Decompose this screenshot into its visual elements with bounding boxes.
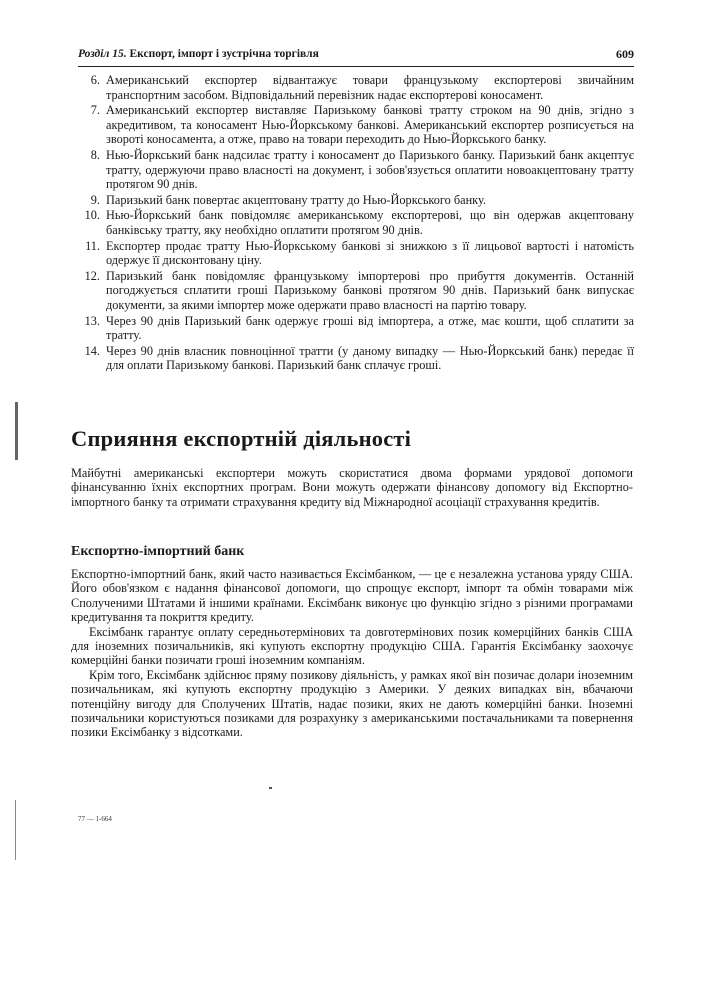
running-header — [78, 44, 634, 67]
list-item — [78, 103, 634, 147]
step-text: Нью-Йоркський банк надсилає тратту і коносамент до Паризького банку. Паризький банк акцептує тратту, одержуючи право власності на документ, і зобов'язується оплатити новоакцептовану тратту протягом 90 днів. — [106, 147, 634, 192]
list-item — [78, 344, 634, 373]
list-item — [78, 239, 634, 268]
numbered-steps-list — [78, 73, 634, 374]
step-number: 11. — [85, 238, 100, 253]
step-text: Американський експортер відвантажує товари французькому експортерові звичайним транспортним засобом. Відповідальний перевізник надає експортерові коносамент. — [106, 73, 634, 102]
step-text: Паризький банк повідомляє французькому імпортерові про прибуття документів. Останній погоджується сплатити гроші Паризькому банкові протягом 90 днів. Паризький банк випускає документи, за якими імпортер може одержати право власності на партію товару. — [106, 268, 634, 312]
step-number: 7. — [90, 103, 100, 118]
list-item — [78, 314, 634, 343]
step-text: Американський експортер виставляє Паризькому банкові тратту строком на 90 днів, згідно з акредитивом, та коносамент Нью-Йоркському банкові. Американський експортер розписується на звороті коносамента, а отже, право на товари переходить до Нью-Йоркського банку. — [106, 103, 634, 147]
step-number: 12. — [84, 268, 100, 283]
body-paragraph: Ексімбанк гарантує оплату середньотермінових та довготермінових позик комерційних банків США для іноземних позичальників, які купують експортну продукцію США. Гарантія Ексімбанку заохочує комерційні банки позичати гроші іноземним компаніям. — [71, 624, 633, 668]
subsection-heading: Експортно-імпортний банк — [71, 544, 245, 559]
chapter-label: Розділ 15. — [78, 48, 127, 60]
step-text: Нью-Йоркський банк повідомляє американському експортерові, що він одержав акцептовану банківську тратту, яку необхідно оплатити протягом 90 днів. — [106, 208, 634, 237]
step-text: Через 90 днів власник повноцінної тратти (у даному випадку — Нью-Йоркський банк) передає її для оплати Паризькому банкові. Паризький банк сплачує гроші. — [106, 343, 634, 373]
step-number: 8. — [90, 147, 100, 162]
body-paragraph: Крім того, Ексімбанк здійснює пряму позикову діяльність, у рамках якої він позичає долари іноземним позичальникам, які купують експортну продукцію з Америки. У деяких випадках він, вбачаючи потенційну вигоду для Сполучених Штатів, надає позики, яких не дають комерційні банки. Іноземні позичальники користуються позиками для розрахунку з американськими постачальниками та повернення позики Ексімбанку з відсотками. — [71, 667, 633, 740]
section-heading: Сприяння експортній діяльності — [71, 426, 412, 451]
print-signature-mark: 77 — 1-664 — [78, 815, 112, 823]
step-text: Експортер продає тратту Нью-Йоркському банкові зі знижкою з її лицьової вартості і натомість одержує її дисконтовану ціну. — [106, 238, 634, 268]
list-item — [78, 193, 634, 208]
step-text: Через 90 днів Паризький банк одержує гроші від імпортера, а отже, має кошти, щоб сплатити за тратту. — [106, 313, 634, 343]
subsection-body — [71, 567, 633, 740]
section-intro-paragraph: Майбутні американські експортери можуть скористатися двома формами урядової допомоги фінансуванню їхніх експортних програм. Вони можуть одержати фінансову допомогу від Експортно-імпортного банку та отримати страхування кредиту від Міжнародної асоціації страхування кредитів. — [71, 466, 633, 509]
list-item — [78, 73, 634, 102]
step-text: Паризький банк повертає акцептовану тратту до Нью-Йоркського банку. — [106, 192, 486, 207]
page-number: 609 — [616, 47, 634, 61]
step-number: 13. — [84, 313, 100, 328]
binding-edge-mark — [15, 402, 18, 460]
chapter-title: Експорт, імпорт і зустрічна торгівля — [129, 48, 319, 60]
step-number: 6. — [90, 73, 100, 87]
step-number: 14. — [84, 343, 100, 358]
list-item — [78, 269, 634, 313]
running-header-title — [78, 48, 319, 60]
list-item — [78, 148, 634, 192]
step-number: 10. — [84, 208, 100, 223]
list-item — [78, 208, 634, 237]
binding-edge-mark — [15, 800, 16, 860]
body-paragraph: Експортно-імпортний банк, який часто називається Ексімбанком, — це є незалежна установа уряду США. Його обов'язком є надання фінансової допомоги, що спрощує експорт, імпорт та обмін товарами між Сполученими Штатами й іншими країнами. Ексімбанк виконує цю функцію згідно з різними програмами кредитування та покриття кредиту. — [71, 567, 633, 625]
step-number: 9. — [90, 192, 100, 207]
scan-speck — [269, 787, 272, 789]
